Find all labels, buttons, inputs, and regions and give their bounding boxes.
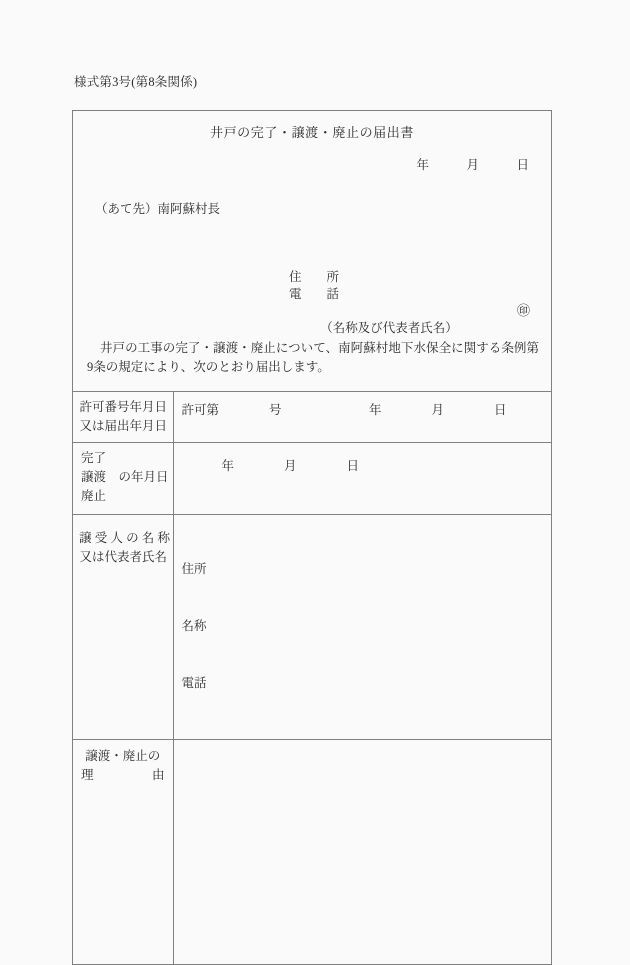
seal-stamp-icon: ㊞	[517, 303, 531, 318]
applicant-name-label: （名称及び代表者氏名）	[320, 321, 458, 335]
permit-number-value[interactable]: 許可第 号 年 月 日	[181, 403, 507, 417]
label-line-2: 理 由	[81, 768, 165, 782]
assignee-address-label: 住所	[181, 562, 207, 576]
declaration-statement: 井戸の工事の完了・譲渡・廃止について、南阿蘇村地下水保全に関する条例第9条の規定により、次のとおり届出します。	[87, 341, 539, 374]
row-label-cell	[73, 392, 173, 443]
row-label-cell	[73, 740, 173, 965]
completion-date-label	[73, 443, 173, 514]
label-line-3: 廃止	[81, 489, 107, 503]
label-line-2: 又は届出年月日	[79, 419, 167, 433]
completion-date-value[interactable]: 年 月 日	[221, 459, 360, 473]
label-line-2: 又は代表者氏名	[79, 550, 167, 564]
applicant-phone-label: 電 話	[289, 287, 340, 301]
assignee-name-sublabel: 名称	[181, 619, 207, 633]
document-title: 井戸の完了・譲渡・廃止の届出書	[209, 125, 414, 140]
label-line-1: 譲受人の名称	[79, 531, 174, 545]
row-value-cell[interactable]	[173, 443, 551, 515]
reason-label	[73, 740, 173, 792]
label-line-2: 譲渡 の年月日	[81, 470, 169, 484]
form-header-region	[73, 111, 551, 391]
label-line-1: 完了	[81, 451, 107, 465]
table-row-completion-date	[73, 443, 551, 515]
table-row-reason	[73, 740, 551, 965]
row-value-cell[interactable]	[173, 392, 551, 443]
assignee-phone-label: 電話	[181, 676, 207, 690]
form-outer-box	[72, 110, 552, 965]
submission-date-line: 年 月 日	[416, 158, 529, 172]
addressee-line: （あて先）南阿蘇村長	[95, 202, 221, 216]
row-label-cell	[73, 443, 173, 515]
label-line-1: 譲渡・廃止の	[85, 749, 161, 763]
permit-number-label	[73, 392, 173, 442]
table-row-permit-number	[73, 392, 551, 443]
form-fields-table	[73, 391, 551, 964]
table-row-assignee	[73, 515, 551, 740]
label-line-1: 許可番号年月日	[79, 400, 167, 414]
assignee-name-label	[73, 515, 173, 581]
row-label-cell	[73, 515, 173, 740]
row-value-cell[interactable]	[173, 515, 551, 740]
row-value-cell[interactable]	[173, 740, 551, 965]
reason-value[interactable]	[174, 740, 552, 757]
form-number-label: 様式第3号(第8条関係)	[74, 75, 198, 89]
assignee-value[interactable]	[174, 515, 552, 739]
applicant-address-label: 住 所	[289, 270, 340, 284]
